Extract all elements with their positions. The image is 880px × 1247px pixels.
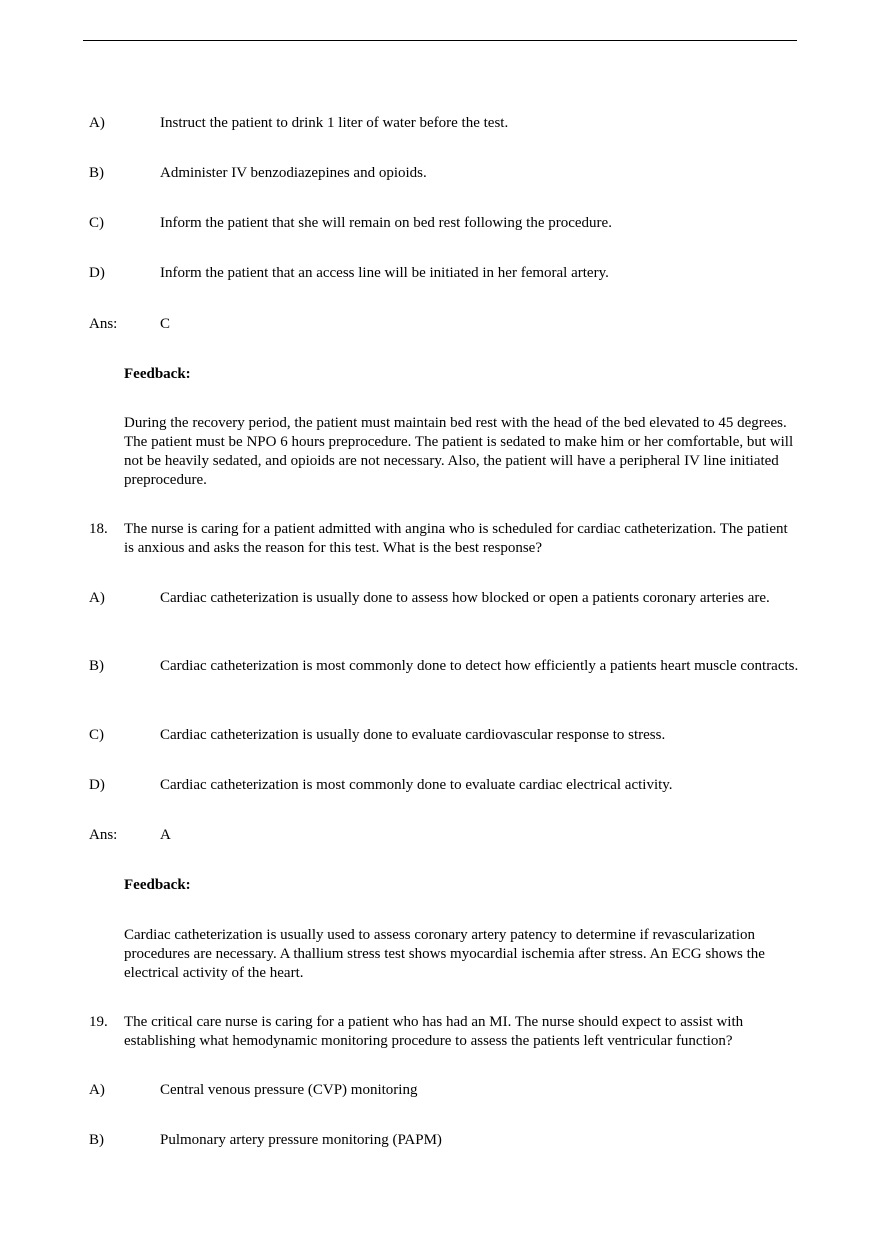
q18-option-b-text: Cardiac catheterization is most commonly done to detect how efficiently a patients heart muscle contracts. bbox=[160, 658, 799, 674]
q18-stem: The nurse is caring for a patient admitted with angina who is scheduled for cardiac catheterization. The patient is anxious and asks the reason for this test. What is the best response? bbox=[124, 521, 788, 556]
q18-option-b-label: B) bbox=[89, 658, 104, 674]
q17-feedback-text: During the recovery period, the patient must maintain bed rest with the head of the bed elevated to 45 degrees. The patient must be NPO 6 hours preprocedure. The patient is sedated to make him or her comfortable, but will not be heavily sedated, and opioids are not necessary. Also, the patient will have a peripheral IV line initiated preprocedure. bbox=[124, 415, 794, 488]
q18-feedback-heading: Feedback: bbox=[124, 877, 191, 893]
q18-option-d-label: D) bbox=[89, 777, 105, 793]
q19-option-b-text: Pulmonary artery pressure monitoring (PAPM) bbox=[160, 1132, 442, 1148]
q18-option-c-label: C) bbox=[89, 727, 104, 743]
q19-option-a-label: A) bbox=[89, 1082, 105, 1098]
q19-number: 19. bbox=[89, 1014, 108, 1030]
q17-option-b-label: B) bbox=[89, 165, 104, 181]
q17-option-d-text: Inform the patient that an access line will be initiated in her femoral artery. bbox=[160, 265, 609, 281]
header-rule bbox=[83, 40, 797, 41]
q17-option-a-label: A) bbox=[89, 115, 105, 131]
q18-option-a-text: Cardiac catheterization is usually done to assess how blocked or open a patients coronary arteries are. bbox=[160, 590, 770, 606]
q17-option-d-label: D) bbox=[89, 265, 105, 281]
q18-feedback-text: Cardiac catheterization is usually used to assess coronary artery patency to determine if revascularization procedures are necessary. A thallium stress test shows myocardial ischemia after stress. An ECG shows the electrical activity of the heart. bbox=[124, 927, 765, 981]
q17-feedback-heading: Feedback: bbox=[124, 366, 191, 382]
q17-option-a-text: Instruct the patient to drink 1 liter of water before the test. bbox=[160, 115, 509, 131]
q18-option-c-text: Cardiac catheterization is usually done to evaluate cardiovascular response to stress. bbox=[160, 727, 666, 743]
q18-answer-value: A bbox=[160, 827, 171, 843]
q18-option-d-text: Cardiac catheterization is most commonly done to evaluate cardiac electrical activity. bbox=[160, 777, 673, 793]
q18-answer-label: Ans: bbox=[89, 827, 118, 843]
q17-answer-value: C bbox=[160, 316, 171, 332]
q17-answer-label: Ans: bbox=[89, 316, 118, 332]
q17-option-c-label: C) bbox=[89, 215, 104, 231]
q17-option-c-text: Inform the patient that she will remain on bed rest following the procedure. bbox=[160, 215, 612, 231]
q19-stem: The critical care nurse is caring for a patient who has had an MI. The nurse should expect to assist with establishing what hemodynamic monitoring procedure to assess the patients left ventricular function? bbox=[124, 1014, 744, 1049]
q19-option-b-label: B) bbox=[89, 1132, 104, 1148]
q18-option-a-label: A) bbox=[89, 590, 105, 606]
q19-option-a-text: Central venous pressure (CVP) monitoring bbox=[160, 1082, 418, 1098]
q17-option-b-text: Administer IV benzodiazepines and opioids. bbox=[160, 165, 427, 181]
q18-number: 18. bbox=[89, 521, 108, 537]
